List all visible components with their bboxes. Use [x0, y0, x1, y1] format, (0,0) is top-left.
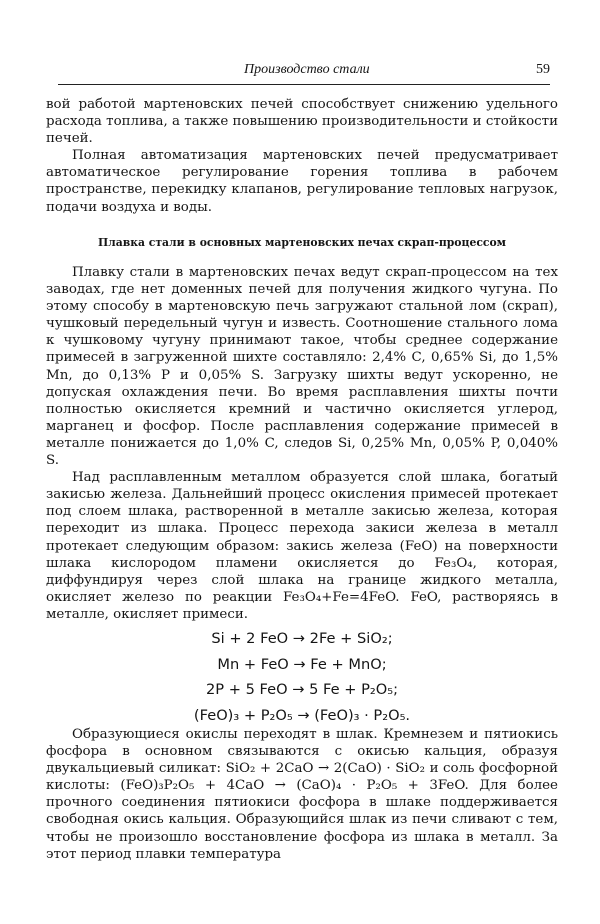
running-header — [58, 60, 550, 85]
section-heading: Плавка стали в основных мартеновских печах скрап-процессом — [97, 236, 507, 249]
paragraph: Образующиеся окислы переходят в шлак. Кремнезем и пятиокись фосфора в основном связываются с окисью кальция, образуя двукальциевый силикат: SiO₂ + 2CaO → 2(CaO) · SiO₂ и соль фосфорной кислоты: (FeO)₃P₂O₅ + 4CaO → (CaO)₄ · P₂O₅ + 3FeO. Для более прочного соединения пятиокиси фосфора в шлаке поддерживается свободная окись кальция. Образующийся шлак из печи сливают с тем, чтобы не произошло восстановление фосфора из шлака в металл. За этот период плавки температура — [46, 727, 558, 862]
intro-text — [46, 96, 558, 216]
equation: 2P + 5 FeO → 5 Fe + P₂O₅; — [206, 681, 398, 698]
body-text — [46, 264, 558, 623]
closing-text — [46, 726, 558, 863]
paragraph: Над расплавленным металлом образуется слой шлака, богатый закисью железа. Дальнейший процесс окисления примесей протекает под слоем шлака, растворенной в металле закисью железа, которая переходит из шлака. Процесс перехода закиси железа в металл протекает следующим образом: закись железа (FeO) на поверхности шлака кислородом пламени окисляется до Fe₃O₄, которая, диффундируя через слой шлака на границе жидкого металла, окисляет железо по реакции Fe₃O₄+Fe=4FeO. FeO, растворяясь в металле, окисляет примеси. — [46, 470, 558, 622]
paragraph: Плавку стали в мартеновских печах ведут скрап-процессом на тех заводах, где нет доменных печей для получения жидкого чугуна. По этому способу в мартеновскую печь загружают стальной лом (скрап), чушковый передельный чугун и известь. Соотношение стального лома к чушковому чугуну принимают такое, чтобы среднее содержание примесей в загруженной шихте составляло: 2,4% C, 0,65% Si, до 1,5% Mn, до 0,13% P и 0,05% S. Загрузку шихты ведут ускоренно, не допуская охлаждения печи. Во время расплавления шихты почти полностью окисляется кремний и частично окисляется углерод, марганец и фосфор. После расплавления содержание примесей в металле понижается до 1,0% C, следов Si, 0,25% Mn, 0,05% P, 0,040% S. — [46, 265, 558, 469]
reaction-equations — [46, 626, 558, 728]
equation: Mn + FeO → Fe + MnO; — [217, 655, 387, 673]
paragraph: вой работой мартеновских печей способствует снижению удельного расхода топлива, а также повышению производительности и стойкости печей. — [46, 97, 558, 147]
paragraph: Полная автоматизация мартеновских печей предусматривает автоматическое регулирование горения топлива в рабочем пространстве, перекидку клапанов, регулирование тепловых нагрузок, подачи воздуха и воды. — [46, 148, 558, 215]
equation: Si + 2 FeO → 2Fe + SiO₂; — [211, 630, 393, 647]
running-title: Производство стали — [244, 62, 370, 77]
equation: (FeO)₃ + P₂O₅ → (FeO)₃ · P₂O₅. — [193, 706, 411, 724]
page-number: 59 — [536, 62, 550, 77]
